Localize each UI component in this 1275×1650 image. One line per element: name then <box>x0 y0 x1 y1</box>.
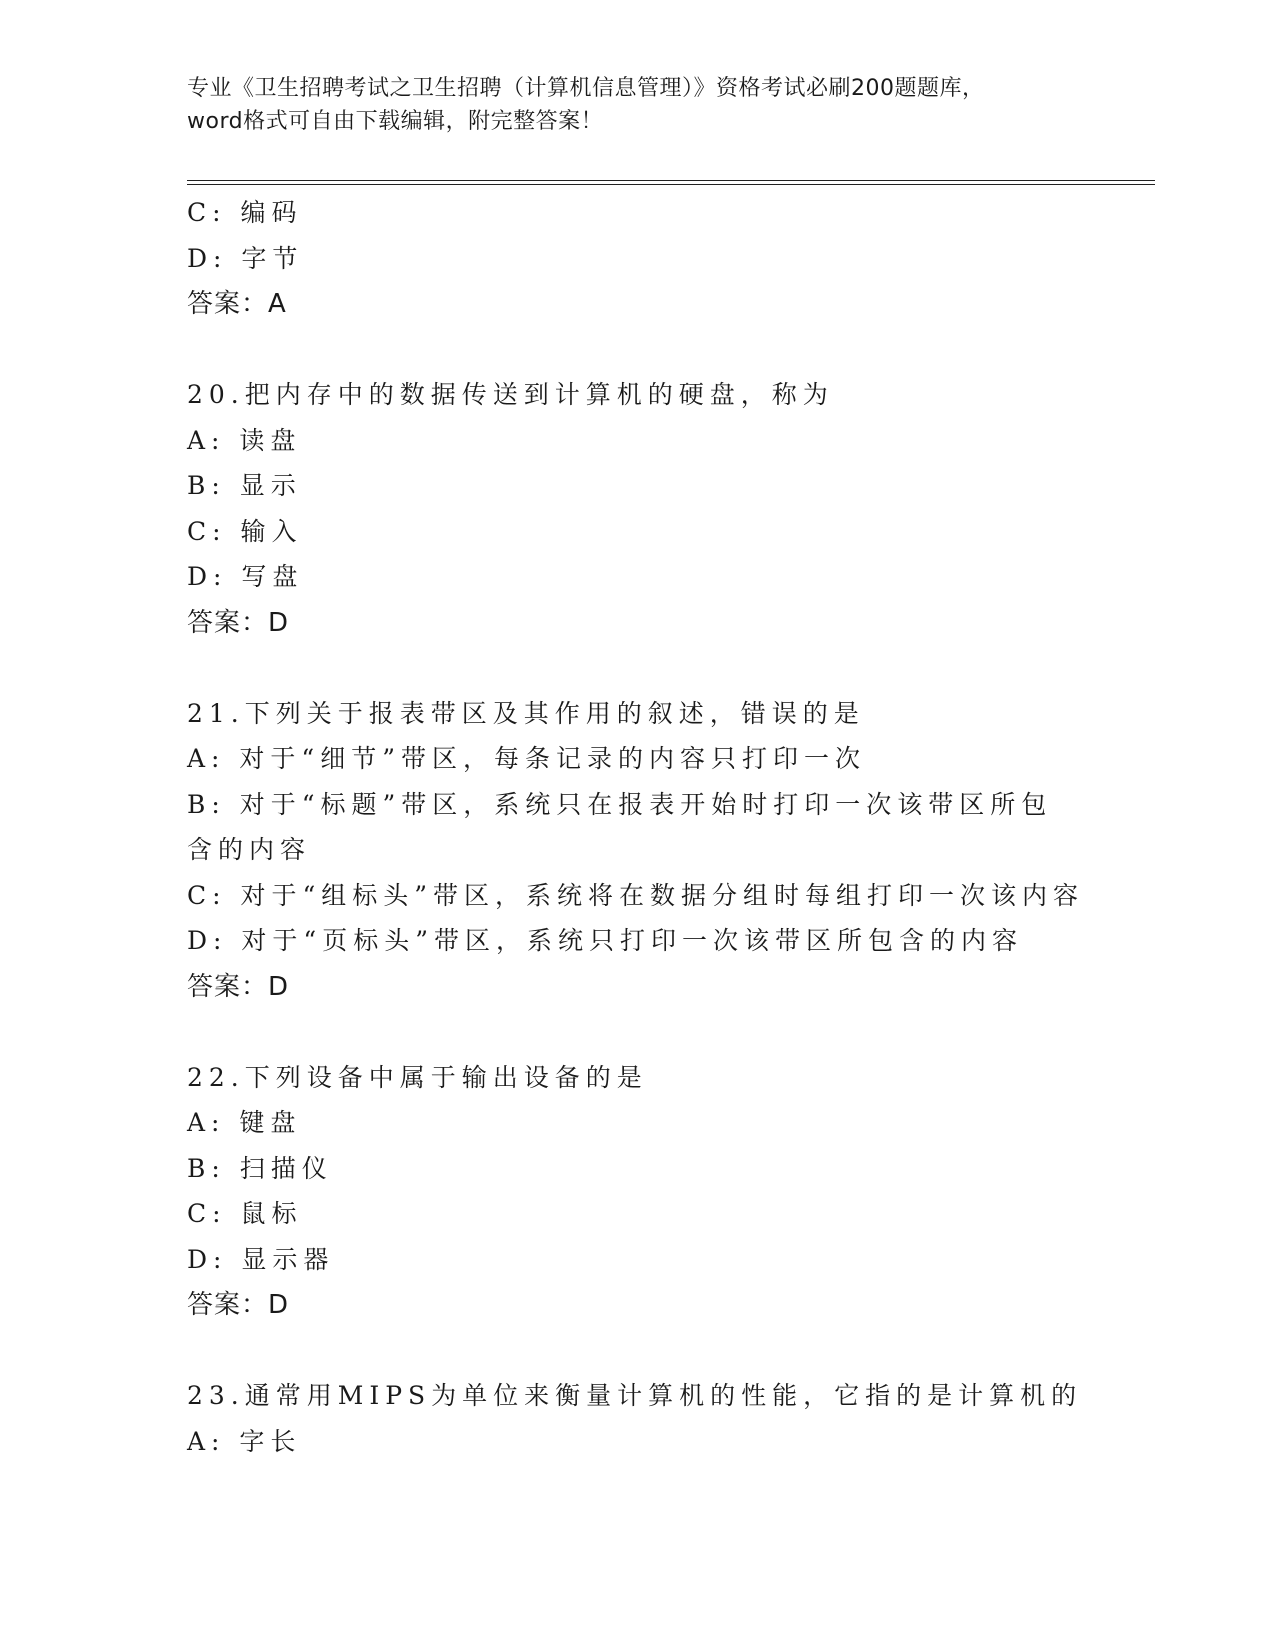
answer: 答案：A <box>187 289 287 319</box>
option-c: C: 输入 <box>187 516 303 546</box>
option-b: B: 显示 <box>187 471 302 500</box>
question-stem: 22.下列设备中属于输出设备的是 <box>187 1062 648 1092</box>
option-c: C: 对于“组标头”带区，系统将在数据分组时每组打印一次该内容 <box>187 880 1085 910</box>
option-a: A: 键盘 <box>187 1108 302 1137</box>
option-a: A: 对于“细节”带区，每条记录的内容只打印一次 <box>187 744 866 773</box>
option-b: B: 扫描仪 <box>187 1153 333 1183</box>
header-line-2: word格式可自由下载编辑，附完整答案！ <box>187 109 604 134</box>
option-d: D: 字节 <box>187 243 304 273</box>
answer: 答案：D <box>187 971 290 1002</box>
question-19-continued <box>187 190 1087 327</box>
header-line-1: 专业《卫生招聘考试之卫生招聘（计算机信息管理）》资格考试必刷200题题库， <box>187 76 985 101</box>
question-stem: 23.通常用MIPS为单位来衡量计算机的性能，它指的是计算机的 <box>187 1381 1083 1410</box>
header-divider-bottom <box>187 184 1155 185</box>
option-c: C: 鼠标 <box>187 1199 303 1228</box>
option-d: D: 对于“页标头”带区，系统只打印一次该带区所包含的内容 <box>187 926 1023 955</box>
option-d: D: 显示器 <box>187 1244 335 1274</box>
question-21 <box>187 691 1087 1010</box>
question-list <box>187 190 1087 1464</box>
option-b: B: 对于“标题”带区，系统只在报表开始时打印一次该带区所包含的内容 <box>187 789 1053 864</box>
question-20 <box>187 372 1087 646</box>
answer: 答案：D <box>187 1290 290 1320</box>
document-header <box>187 72 1087 138</box>
answer: 答案：D <box>187 607 290 638</box>
option-a: A: 读盘 <box>187 425 302 455</box>
question-stem: 21.下列关于报表带区及其作用的叙述，错误的是 <box>187 698 865 728</box>
question-23 <box>187 1373 1087 1464</box>
header-divider-top <box>187 180 1155 181</box>
option-a: A: 字长 <box>187 1426 302 1456</box>
question-22 <box>187 1055 1087 1329</box>
option-c: C: 编码 <box>187 198 303 227</box>
option-d: D: 写盘 <box>187 562 304 591</box>
question-stem: 20.把内存中的数据传送到计算机的硬盘，称为 <box>187 380 834 409</box>
